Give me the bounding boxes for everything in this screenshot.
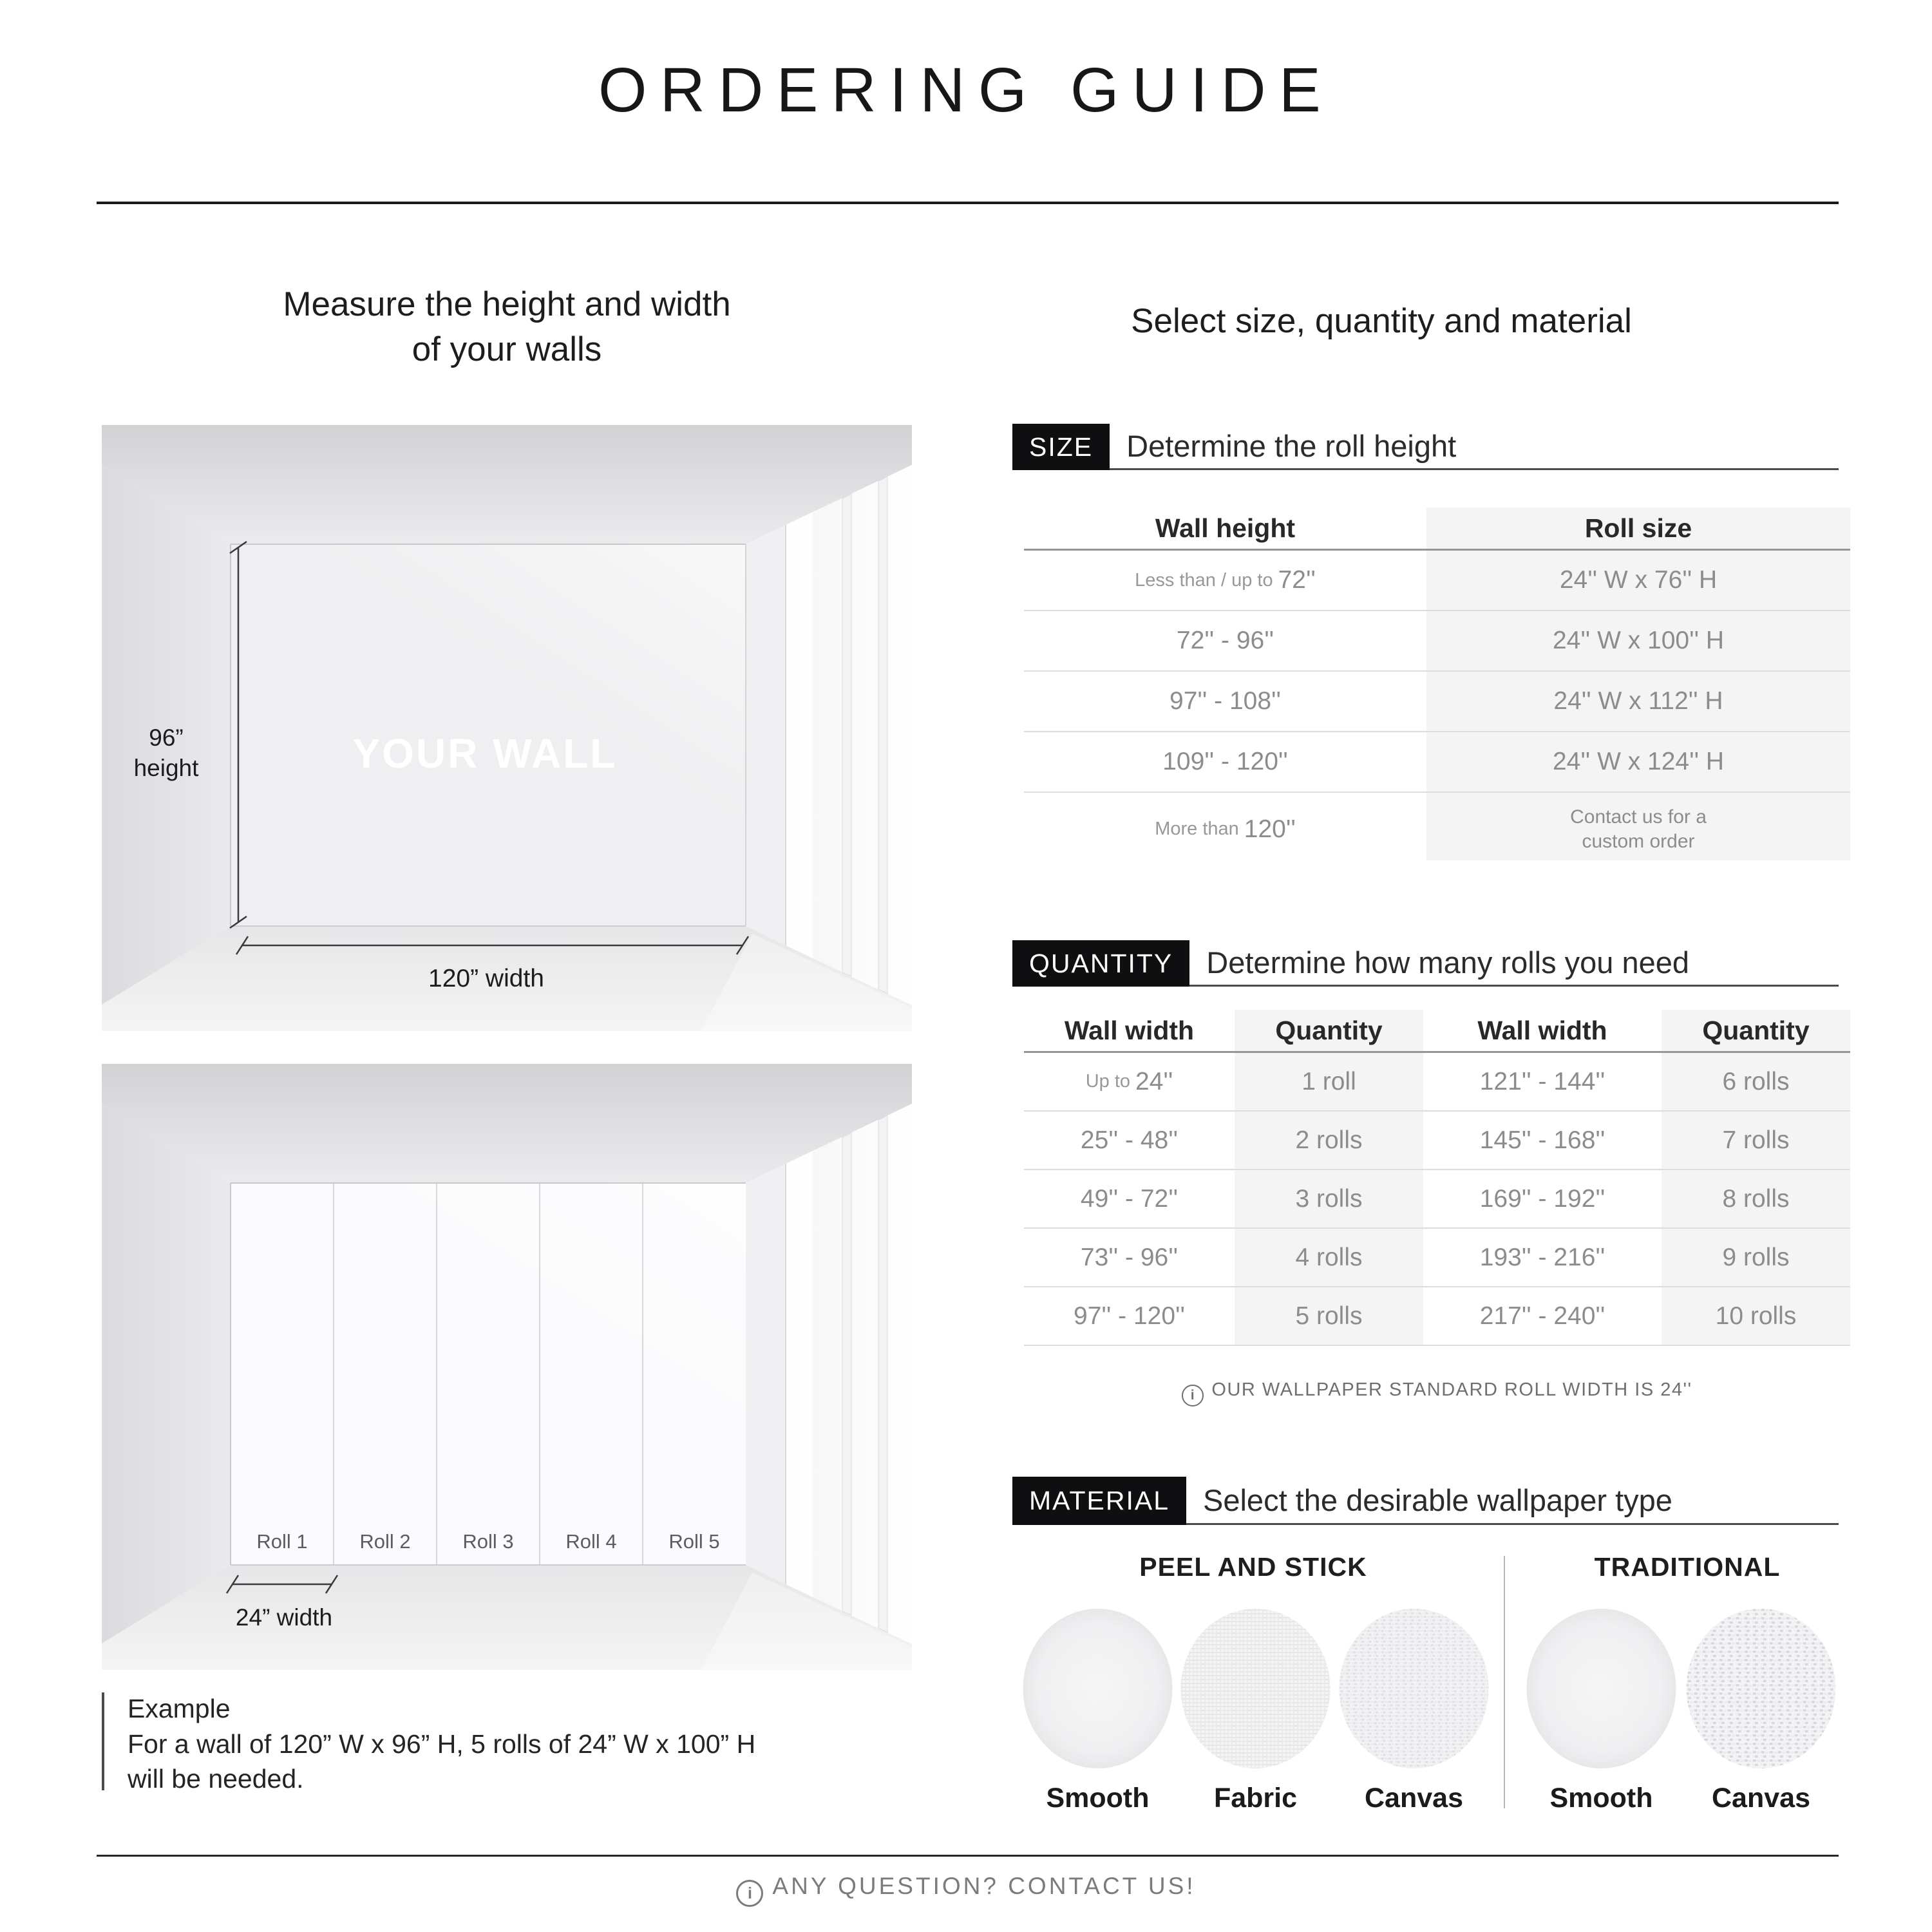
qty-wall: 169'' - 192'' [1479,1184,1605,1213]
qty-count: 8 rolls [1722,1184,1790,1213]
example-line2: will be needed. [128,1764,304,1794]
qty-wall: 97'' - 120'' [1074,1302,1185,1330]
room1-svg [102,425,912,1031]
title-divider [97,202,1839,204]
roll-label: Roll 2 [359,1530,411,1553]
qty-wall: 217'' - 240'' [1479,1302,1605,1330]
qty-wall: 25'' - 48'' [1080,1126,1179,1154]
size-row [1024,731,1850,791]
qty-prefix: Up to [1085,1071,1131,1092]
quantity-row [1024,1227,1850,1286]
size-row-roll: 24'' W x 112'' H [1553,687,1723,715]
peel-and-stick-title: PEEL AND STICK [1139,1552,1367,1582]
qty-count: 7 rolls [1722,1126,1790,1154]
size-col-header-roll: Roll size [1584,513,1692,543]
swatch-fabric-peel [1180,1608,1331,1772]
size-row-wall: 72'' [1278,566,1316,594]
roll-label: Roll 1 [256,1530,308,1553]
material-label-canvas-traditional: Canvas [1712,1783,1810,1814]
qty-wall: 121'' - 144'' [1479,1067,1605,1095]
roll-label: Roll 4 [565,1530,617,1553]
quantity-row [1024,1053,1850,1110]
qty-wall: 49'' - 72'' [1080,1184,1179,1213]
material-section-header [1012,1477,1839,1525]
qty-count: 4 rolls [1295,1243,1363,1271]
qty-header-wall-1: Wall width [1064,1015,1195,1045]
size-row [1024,551,1850,610]
size-row [1024,670,1850,731]
left-heading-line1: Measure the height and width [283,285,731,323]
size-row-wall: 72'' - 96'' [1176,627,1274,654]
qty-count: 2 rolls [1295,1126,1363,1154]
material-badge: MATERIAL [1012,1477,1186,1525]
height-word-label: height [133,755,199,781]
info-icon: i [1182,1385,1204,1406]
room2-svg [102,1064,912,1670]
quantity-section-header [1012,940,1839,987]
left-heading-line2: of your walls [412,330,602,368]
size-row-wall: 109'' - 120'' [1162,748,1288,775]
roll-label: Roll 3 [462,1530,514,1553]
quantity-row [1024,1286,1850,1346]
size-row-prefix: Less than / up to [1135,569,1273,591]
width-label: 120” width [428,965,544,992]
your-wall-label: YOUR WALL [352,730,618,777]
size-row-roll: Contact us for a custom order [1570,806,1707,852]
quantity-row [1024,1110,1850,1169]
traditional-title: TRADITIONAL [1594,1552,1781,1582]
size-row-wall: 120'' [1244,815,1296,843]
material-label-fabric-peel: Fabric [1213,1783,1298,1814]
size-row-roll: 24'' W x 76'' H [1559,566,1718,594]
qty-count: 9 rolls [1722,1243,1790,1271]
swatch-canvas-traditional [1685,1608,1837,1772]
size-col-header-wall: Wall height [1155,513,1296,543]
material-label-smooth-traditional: Smooth [1549,1783,1653,1814]
size-table [1024,507,1850,860]
quantity-row [1024,1169,1850,1227]
material-group-divider [1504,1556,1505,1808]
example-line1: For a wall of 120” W x 96” H, 5 rolls of 24” W x 100” H [128,1728,756,1759]
size-row-roll: 24'' W x 124'' H [1552,748,1725,775]
size-row-roll: 24'' W x 100'' H [1552,627,1725,654]
swatch-smooth-peel [1022,1608,1173,1772]
material-label-smooth-peel: Smooth [1046,1783,1150,1814]
swatch-canvas-peel [1338,1608,1490,1772]
room-illustration-measure [102,425,912,1031]
quantity-badge: QUANTITY [1012,940,1189,987]
qty-wall: 193'' - 216'' [1479,1243,1605,1271]
right-column-heading: Select size, quantity and material [1131,302,1632,340]
qty-wall: 73'' - 96'' [1080,1243,1179,1271]
size-section-header [1012,424,1839,470]
size-row [1024,610,1850,670]
size-subtitle: Determine the roll height [1126,429,1457,463]
footer-divider [97,1855,1839,1857]
quantity-subtitle: Determine how many rolls you need [1206,945,1690,980]
qty-header-qty-1: Quantity [1275,1015,1383,1045]
material-label-canvas-peel: Canvas [1365,1783,1463,1814]
example-title: Example [128,1694,231,1723]
material-subtitle: Select the desirable wallpaper type [1203,1482,1672,1517]
page-title: ORDERING GUIDE [598,55,1334,125]
example-block [128,1691,900,1797]
roll-width-label: 24” width [235,1604,333,1631]
qty-count: 10 rolls [1715,1302,1797,1330]
qty-header-qty-2: Quantity [1702,1015,1810,1045]
roll-label: Roll 5 [668,1530,720,1553]
qty-header-wall-2: Wall width [1477,1015,1607,1045]
qty-count: 6 rolls [1722,1067,1790,1095]
example-accent-bar [102,1692,104,1790]
contact-us-line[interactable] [0,1873,1932,1907]
qty-count: 1 roll [1302,1067,1356,1095]
qty-wall: 145'' - 168'' [1479,1126,1605,1154]
size-row [1024,791,1850,866]
qty-wall: 24'' [1135,1067,1173,1095]
qty-count: 3 rolls [1295,1184,1363,1213]
height-value-label: 96” [149,724,184,751]
room-illustration-rolls [102,1064,912,1670]
roll-width-note [1024,1379,1850,1406]
info-icon: i [736,1880,763,1907]
quantity-table [1024,1010,1850,1345]
size-row-wall: 97'' - 108'' [1170,687,1281,715]
left-column-heading [102,282,912,372]
qty-count: 5 rolls [1295,1302,1363,1330]
footer-text[interactable]: ANY QUESTION? CONTACT US! [772,1873,1196,1899]
swatch-smooth-traditional [1526,1608,1677,1772]
size-row-prefix: More than [1155,819,1239,839]
size-badge: SIZE [1012,424,1110,470]
note-text: OUR WALLPAPER STANDARD ROLL WIDTH IS 24'' [1211,1379,1692,1400]
